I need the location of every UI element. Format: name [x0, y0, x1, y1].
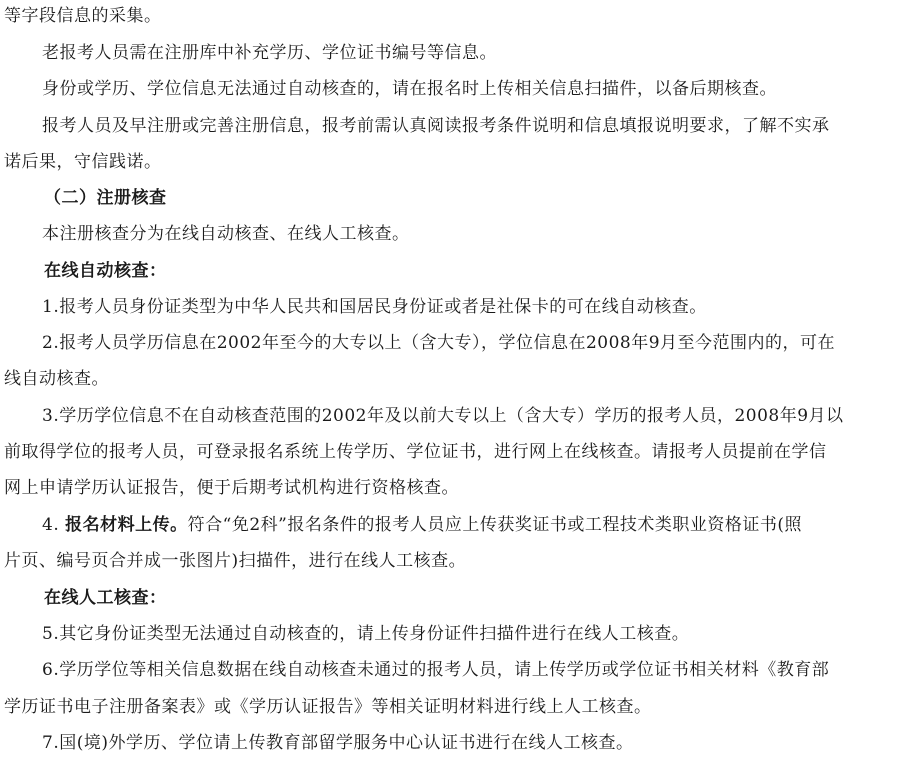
paragraph-line: 老报考人员需在注册库中补充学历、学位证书编号等信息。 — [42, 43, 497, 63]
paragraph-line: 诺后果，守信践诺。 — [4, 152, 162, 172]
list-item: 3.学历学位信息不在自动核查范围的2002年及以前大专以上（含大专）学历的报考人员，2008年9月以 — [42, 406, 844, 426]
paragraph-line: 本注册核查分为在线自动核查、在线人工核查。 — [42, 224, 410, 244]
list-item-continuation: 前取得学位的报考人员，可登录报名系统上传学历、学位证书，进行网上在线核查。请报考人员提前在学信 — [4, 442, 827, 462]
list-item: 5.其它身份证类型无法通过自动核查的，请上传身份证件扫描件进行在线人工核查。 — [42, 624, 690, 644]
paragraph-line: 报考人员及早注册或完善注册信息，报考前需认真阅读报考条件说明和信息填报说明要求，了解不实承 — [42, 116, 830, 136]
paragraph-line: 身份或学历、学位信息无法通过自动核查的，请在报名时上传相关信息扫描件，以备后期核查。 — [42, 79, 777, 99]
list-item-bold-title: 报名材料上传。 — [65, 515, 188, 535]
list-item-continuation: 网上申请学历认证报告，便于后期考试机构进行资格核查。 — [4, 478, 459, 498]
subsection-heading: 在线自动核查： — [44, 261, 167, 281]
list-item: 1.报考人员身份证类型为中华人民共和国居民身份证或者是社保卡的可在线自动核查。 — [42, 297, 707, 317]
list-item: 6.学历学位等相关信息数据在线自动核查未通过的报考人员，请上传学历或学位证书相关材料《教育部 — [42, 660, 830, 680]
subsection-heading: 在线人工核查： — [44, 588, 167, 608]
list-item-text: 符合“免2科”报名条件的报考人员应上传获奖证书或工程技术类职业资格证书(照 — [187, 515, 802, 535]
paragraph-line: 等字段信息的采集。 — [4, 6, 162, 26]
list-item: 2.报考人员学历信息在2002年至今的大专以上（含大专），学位信息在2008年9月至今范围内的，可在 — [42, 333, 836, 353]
list-item-number: 4. — [42, 515, 66, 535]
list-item: 7.国(境)外学历、学位请上传教育部留学服务中心认证书进行在线人工核查。 — [42, 733, 634, 753]
list-item-continuation: 学历证书电子注册备案表》或《学历认证报告》等相关证明材料进行线上人工核查。 — [4, 697, 652, 717]
section-heading: （二）注册核查 — [44, 188, 167, 208]
list-item-continuation: 线自动核查。 — [4, 369, 109, 389]
list-item-continuation: 片页、编号页合并成一张图片)扫描件，进行在线人工核查。 — [4, 551, 467, 571]
list-item — [42, 515, 802, 535]
